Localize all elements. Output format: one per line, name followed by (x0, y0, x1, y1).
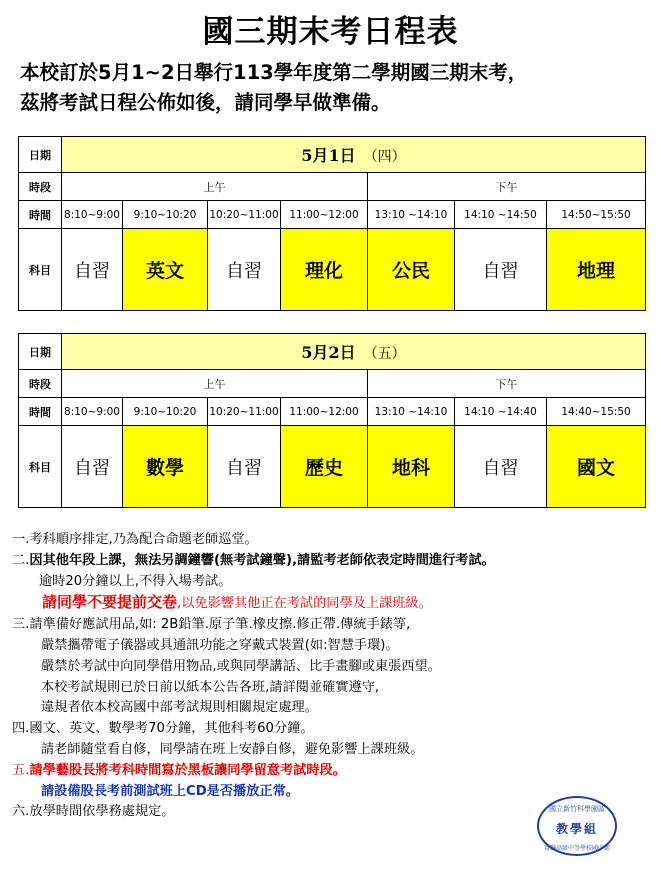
half-am: 上午 (62, 173, 368, 201)
subject-cell: 地理 (547, 229, 646, 311)
subject-cell: 自習 (455, 229, 547, 311)
time-cell: 8:10~9:00 (62, 201, 123, 229)
notes-section (12, 530, 652, 823)
subject-cell: 理化 (281, 229, 368, 311)
subject-cell: 自習 (62, 426, 123, 508)
note-3-d: 違規者依本校高國中部考試規則相關規定處理。 (41, 700, 318, 716)
note-6: 六.放學時間依學務處規定。 (12, 804, 175, 820)
note-2-warning (12, 592, 652, 615)
subject-cell: 英文 (123, 229, 208, 311)
office-stamp (537, 796, 617, 856)
note-3-a: 嚴禁攜帶電子儀器或具通訊功能之穿戴式裝置(如:智慧手環)。 (41, 637, 399, 653)
note-2 (12, 551, 652, 572)
time-cell: 14:40~15:50 (547, 398, 646, 426)
note-2-red: 請同學不要提前交卷 (42, 593, 178, 612)
note-3-c: 本校考試規則已於日前以紙本公告各班,請詳閱並確實遵守, (41, 679, 380, 695)
time-cell: 10:20~11:00 (208, 201, 281, 229)
note-3-b: 嚴禁於考試中向同學借用物品,或與同學講話、比手畫腳或東張西望。 (41, 658, 441, 674)
row-label-period: 時段 (19, 173, 62, 201)
time-cell: 10:20~11:00 (208, 398, 281, 426)
time-cell: 9:10~10:20 (123, 398, 208, 426)
subject-cell: 地科 (368, 426, 455, 508)
half-pm: 下午 (368, 370, 646, 398)
subject-cell: 自習 (455, 426, 547, 508)
note-3: 三.請準備好應試用品,如: 2B鉛筆.原子筆.橡皮擦.修正帶.傳統手錶等, (12, 617, 411, 633)
weekday-text: （四） (363, 149, 406, 165)
note-5-prefix: 五. (12, 762, 30, 778)
weekday-text: （五） (363, 346, 406, 362)
schedule-table-day1 (18, 136, 646, 311)
date-text: 5月2日 (301, 343, 356, 362)
schedule-table-day2 (18, 333, 646, 508)
note-4: 四.國文、英文、數學考70分鐘，其他科考60分鐘。 (12, 721, 314, 737)
note-2-cont: 逾時20分鐘以上,不得入場考試。 (39, 573, 232, 589)
subject-cell: 數學 (123, 426, 208, 508)
intro-line-2: 茲將考試日程公佈如後，請同學早做準備。 (20, 91, 391, 114)
time-cell: 11:00~12:00 (281, 398, 368, 426)
half-am: 上午 (62, 370, 368, 398)
time-cell: 13:10 ~14:10 (368, 201, 455, 229)
note-5 (12, 761, 652, 782)
time-cell: 14:50~15:50 (547, 201, 646, 229)
subject-cell: 自習 (208, 426, 281, 508)
date-cell (62, 137, 646, 173)
time-cell: 13:10 ~14:10 (368, 398, 455, 426)
note-5-blue: 請設備股長考前測試班上CD是否播放正常。 (41, 783, 299, 799)
row-label-time: 時間 (19, 201, 62, 229)
row-label-time: 時間 (19, 398, 62, 426)
subject-cell: 歷史 (281, 426, 368, 508)
stamp-bottom-text: 實驗高級中等學校國中部 (543, 845, 610, 852)
page-title: 國三期末考日程表 (202, 14, 459, 50)
row-label-subject: 科目 (19, 426, 62, 508)
subject-cell: 公民 (368, 229, 455, 311)
note-4-a: 請老師隨堂看自修，同學請在班上安靜自修，避免影響上課班級。 (41, 741, 424, 757)
note-2-red-rest: ,以免影響其他正在考試的同學及上課班級。 (177, 596, 432, 612)
intro-text (20, 58, 527, 118)
subject-cell: 自習 (208, 229, 281, 311)
stamp-top-text: 國立新竹科學園區 (549, 805, 605, 813)
row-label-period: 時段 (19, 370, 62, 398)
half-pm: 下午 (368, 173, 646, 201)
subject-cell: 自習 (62, 229, 123, 311)
row-label-subject: 科目 (19, 229, 62, 311)
time-cell: 14:10 ~14:40 (455, 398, 547, 426)
time-cell: 9:10~10:20 (123, 201, 208, 229)
note-2-prefix: 二. (12, 552, 30, 568)
date-cell (62, 334, 646, 370)
time-cell: 14:10 ~14:50 (455, 201, 547, 229)
subject-cell: 國文 (547, 426, 646, 508)
note-1: 一.考科順序排定,乃為配合命題老師巡堂。 (12, 532, 258, 547)
stamp-center-text: 教學組 (555, 822, 598, 836)
time-cell: 11:00~12:00 (281, 201, 368, 229)
time-cell: 8:10~9:00 (62, 398, 123, 426)
row-label-date: 日期 (19, 137, 62, 173)
note-5-red: 請學藝股長將考科時間寫於黑板讓同學留意考試時段。 (29, 762, 346, 778)
date-text: 5月1日 (301, 146, 356, 165)
note-2-bold: 因其他年段上課，無法另調鐘響(無考試鐘聲),請監考老師依表定時間進行考試。 (29, 552, 495, 568)
intro-line-1: 本校訂於5月1~2日舉行113學年度第二學期國三期末考， (20, 61, 528, 84)
row-label-date: 日期 (19, 334, 62, 370)
